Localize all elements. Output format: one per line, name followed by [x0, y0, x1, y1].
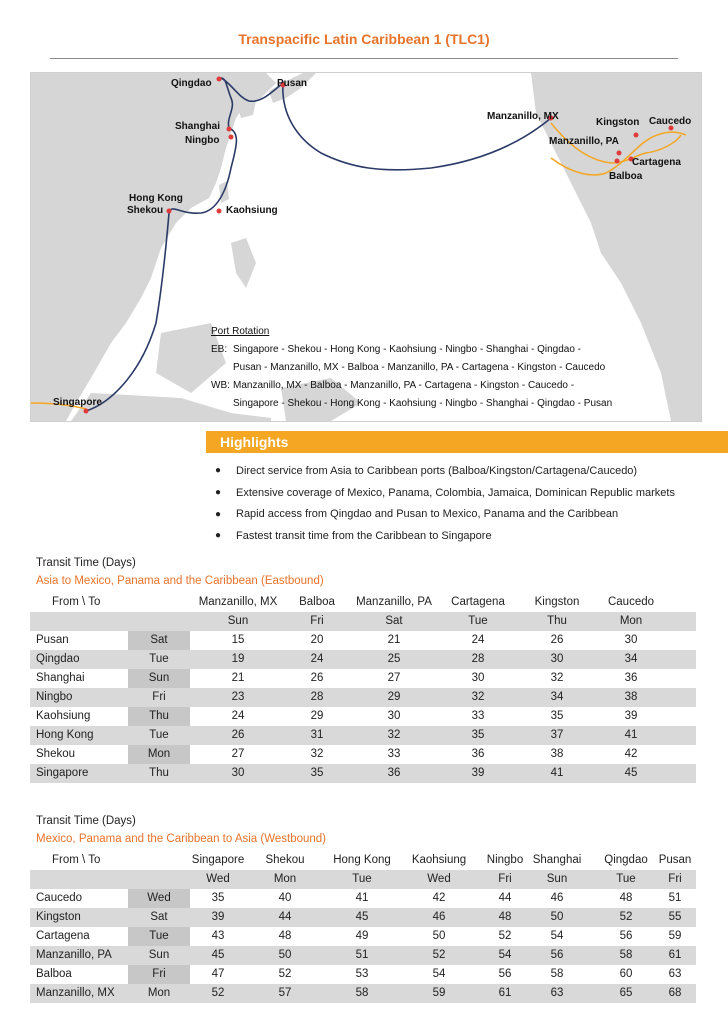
port-dot-ningbo: [229, 135, 234, 140]
departure-day: Fri: [152, 691, 166, 703]
transit-days: 32: [310, 748, 324, 760]
transit-days: 60: [619, 968, 633, 980]
port-dot-singapore: [84, 409, 89, 414]
table-row: [30, 688, 696, 707]
transit-days: 44: [498, 892, 512, 904]
transit-days: 30: [471, 672, 485, 684]
transit-days: 46: [432, 911, 446, 923]
title-divider: [50, 58, 678, 59]
departure-day: Thu: [149, 767, 169, 779]
highlights-list: [215, 460, 675, 547]
transit-days: 52: [432, 949, 446, 961]
origin-port: Qingdao: [36, 653, 80, 665]
port-label-kaohsiung: Kaohsiung: [226, 205, 278, 216]
highlight-item: ● Fastest transit time from the Caribbean to Singapore: [215, 529, 492, 542]
destination-header: Kingston: [534, 596, 580, 608]
transit-days: 39: [211, 911, 225, 923]
highlight-item: ● Rapid access from Qingdao and Pusan to Mexico, Panama and the Caribbean: [215, 508, 619, 521]
transit-days: 30: [550, 653, 564, 665]
transit-days: 35: [550, 710, 564, 722]
transit-days: 24: [310, 653, 324, 665]
destination-header: Ningbo: [486, 854, 524, 866]
transit-days: 53: [355, 968, 369, 980]
eastbound-subtitle: Asia to Mexico, Panama and the Caribbean (Eastbound): [36, 575, 324, 587]
departure-day: Tue: [149, 653, 169, 665]
origin-port: Kaohsiung: [36, 710, 91, 722]
table-row: [30, 669, 696, 688]
port-label-pusan: Pusan: [277, 78, 308, 89]
origin-port: Manzanillo, PA: [36, 949, 112, 961]
arrival-day-row: [30, 870, 696, 889]
table-row: [30, 965, 696, 984]
transit-days: 29: [387, 691, 401, 703]
transit-days: 15: [231, 634, 245, 646]
origin-port: Ningbo: [36, 691, 73, 703]
origin-port: Shanghai: [36, 672, 85, 684]
destination-header: Shekou: [265, 854, 305, 866]
transit-days: 36: [624, 672, 638, 684]
transit-days: 38: [624, 691, 638, 703]
table-row: [30, 946, 696, 965]
transit-days: 36: [471, 748, 485, 760]
transit-days: 54: [498, 949, 512, 961]
table-row: [30, 889, 696, 908]
transit-days: 34: [624, 653, 638, 665]
transit-days: 50: [278, 949, 292, 961]
transit-days: 50: [550, 911, 564, 923]
transit-days: 23: [231, 691, 245, 703]
bullet-icon: ●: [215, 465, 222, 477]
transit-days: 59: [668, 930, 682, 942]
arrival-day: Sun: [546, 873, 568, 885]
port-dot-manzanillo-pa: [617, 151, 622, 156]
transit-days: 45: [624, 767, 638, 779]
transit-days: 48: [498, 911, 512, 923]
transit-days: 26: [550, 634, 564, 646]
transit-days: 27: [387, 672, 401, 684]
arrival-day: Mon: [273, 873, 297, 885]
destination-header: Manzanillo, MX: [198, 596, 278, 608]
table-row: [30, 726, 696, 745]
port-dot-shanghai: [227, 127, 232, 132]
from-to-header: From \ To: [52, 596, 101, 608]
transit-days: 21: [231, 672, 245, 684]
transit-days: 39: [624, 710, 638, 722]
eastbound-table: [30, 593, 696, 783]
transit-days: 45: [211, 949, 225, 961]
westbound-subtitle: Mexico, Panama and the Caribbean to Asia (Westbound): [36, 833, 327, 845]
table-row: [30, 631, 696, 650]
destination-header: Qingdao: [604, 854, 648, 866]
origin-port: Pusan: [36, 634, 69, 646]
eastbound-label: Transit Time (Days): [36, 557, 136, 569]
transit-days: 58: [355, 987, 369, 999]
port-label-qingdao: Qingdao: [171, 78, 212, 89]
transit-days: 42: [624, 748, 638, 760]
port-label-manzanillo-pa: Manzanillo, PA: [549, 136, 619, 147]
departure-day: Sun: [148, 949, 170, 961]
port-rotation-heading: Port Rotation: [211, 326, 270, 337]
transit-days: 56: [619, 930, 633, 942]
departure-day: Wed: [147, 892, 171, 904]
bullet-icon: ●: [215, 487, 222, 499]
arrival-day: Sun: [227, 615, 249, 627]
transit-days: 35: [310, 767, 324, 779]
transit-days: 25: [387, 653, 401, 665]
transit-days: 28: [310, 691, 324, 703]
transit-days: 68: [668, 987, 682, 999]
port-rotation: [211, 323, 612, 413]
from-to-header: From \ To: [52, 854, 101, 866]
transit-days: 32: [387, 729, 401, 741]
port-dot-kaohsiung: [217, 209, 222, 214]
arrival-day: Fri: [310, 615, 324, 627]
transit-days: 48: [619, 892, 633, 904]
transit-days: 65: [619, 987, 633, 999]
transit-days: 52: [498, 930, 512, 942]
transit-days: 26: [231, 729, 245, 741]
departure-day: Sun: [148, 672, 170, 684]
transit-days: 56: [498, 968, 512, 980]
transit-days: 45: [355, 911, 369, 923]
table-row: [30, 908, 696, 927]
origin-port: Caucedo: [36, 892, 83, 904]
port-label-caucedo: Caucedo: [649, 116, 692, 127]
transit-days: 46: [550, 892, 564, 904]
port-label-hongkong: Hong Kong: [129, 193, 183, 204]
departure-day: Thu: [149, 710, 169, 722]
transit-days: 37: [550, 729, 564, 741]
transit-days: 49: [355, 930, 369, 942]
transit-days: 40: [278, 892, 292, 904]
wb-rotation-line1: Manzanillo, MX - Balboa - Manzanillo, PA - Cartagena - Kingston - Caucedo -: [233, 380, 575, 391]
departure-day: Mon: [147, 748, 171, 760]
eb-label: EB:: [211, 344, 228, 355]
arrival-day: Tue: [616, 873, 636, 885]
arrival-day: Thu: [547, 615, 567, 627]
transit-days: 44: [278, 911, 292, 923]
table-row: [30, 745, 696, 764]
transit-days: 41: [550, 767, 564, 779]
arrival-day: Fri: [668, 873, 682, 885]
philippines-landmass: [231, 238, 256, 288]
destination-header: Balboa: [299, 596, 335, 608]
departure-day: Sat: [150, 911, 168, 923]
transit-days: 29: [310, 710, 324, 722]
transit-days: 28: [471, 653, 485, 665]
destination-header: Cartagena: [451, 596, 505, 608]
transit-days: 30: [387, 710, 401, 722]
table-header-row: [30, 593, 696, 612]
destination-header: Hong Kong: [333, 854, 391, 866]
transit-days: 52: [278, 968, 292, 980]
origin-port: Cartagena: [36, 930, 90, 942]
transit-days: 48: [278, 930, 292, 942]
transit-days: 33: [387, 748, 401, 760]
arrival-day: Sat: [385, 615, 403, 627]
origin-port: Manzanillo, MX: [36, 987, 115, 999]
highlight-item: ● Extensive coverage of Mexico, Panama, Colombia, Jamaica, Dominican Republic markets: [215, 486, 675, 499]
port-label-shanghai: Shanghai: [175, 121, 221, 132]
origin-port: Singapore: [36, 767, 89, 779]
origin-port: Hong Kong: [36, 729, 94, 741]
transit-days: 58: [550, 968, 564, 980]
transit-days: 24: [231, 710, 245, 722]
port-label-manzanillo-mx: Manzanillo, MX: [487, 111, 559, 122]
table-row: [30, 707, 696, 726]
transit-days: 51: [355, 949, 369, 961]
transit-days: 19: [231, 653, 245, 665]
departure-day: Tue: [149, 930, 169, 942]
transit-days: 43: [211, 930, 225, 942]
port-dot-hongkong: [167, 209, 172, 214]
transit-days: 54: [432, 968, 446, 980]
destination-header: Caucedo: [607, 596, 655, 608]
departure-day: Tue: [149, 729, 169, 741]
route-map: [30, 72, 702, 422]
wb-label: WB:: [211, 380, 230, 391]
transit-days: 41: [624, 729, 638, 741]
transit-days: 55: [668, 911, 682, 923]
transit-days: 30: [624, 634, 638, 646]
transit-days: 57: [278, 987, 292, 999]
transit-days: 33: [471, 710, 485, 722]
westbound-table: [30, 851, 696, 1003]
transit-days: 41: [355, 892, 369, 904]
origin-port: Shekou: [36, 748, 76, 760]
transit-days: 24: [471, 634, 485, 646]
port-label-kingston: Kingston: [596, 117, 640, 128]
transit-days: 59: [432, 987, 446, 999]
table-row: [30, 650, 696, 669]
arrival-day: Wed: [427, 873, 451, 885]
transit-days: 21: [387, 634, 401, 646]
arrival-day: Tue: [352, 873, 372, 885]
transit-days: 20: [310, 634, 324, 646]
port-label-shekou: Shekou: [127, 205, 164, 216]
transit-days: 61: [498, 987, 512, 999]
port-label-singapore: Singapore: [53, 397, 102, 408]
table-header-row: [30, 851, 696, 870]
transit-days: 47: [211, 968, 225, 980]
transit-days: 63: [550, 987, 564, 999]
transit-days: 35: [471, 729, 485, 741]
transit-days: 56: [550, 949, 564, 961]
departure-day: Mon: [147, 987, 171, 999]
bullet-icon: ●: [215, 530, 222, 542]
table-row: [30, 984, 696, 1003]
port-label-balboa: Balboa: [609, 171, 643, 182]
transit-days: 52: [211, 987, 225, 999]
transit-days: 50: [432, 930, 446, 942]
destination-header: Kaohsiung: [411, 854, 467, 866]
arrival-day: Tue: [468, 615, 488, 627]
table-row: [30, 927, 696, 946]
destination-header: Pusan: [658, 854, 692, 866]
transit-days: 42: [432, 892, 446, 904]
arrival-day: Fri: [498, 873, 512, 885]
eb-rotation-line1: Singapore - Shekou - Hong Kong - Kaohsiung - Ningbo - Shanghai - Qingdao -: [233, 344, 581, 355]
transit-days: 27: [231, 748, 245, 760]
transit-days: 26: [310, 672, 324, 684]
highlight-item: ● Direct service from Asia to Caribbean ports (Balboa/Kingston/Cartagena/Caucedo): [215, 464, 638, 477]
table-row: [30, 764, 696, 783]
transit-days: 32: [471, 691, 485, 703]
origin-port: Balboa: [36, 968, 72, 980]
destination-header: Manzanillo, PA: [356, 596, 432, 608]
highlights-banner: [206, 431, 728, 453]
departure-day: Sat: [150, 634, 168, 646]
wb-rotation-line2: Singapore - Shekou - Hong Kong - Kaohsiung - Ningbo - Shanghai - Qingdao - Pusan: [233, 398, 613, 409]
port-dot-balboa: [615, 159, 620, 164]
transit-days: 58: [619, 949, 633, 961]
transit-days: 34: [550, 691, 564, 703]
departure-day: Fri: [152, 968, 166, 980]
destination-header: Singapore: [191, 854, 245, 866]
transit-days: 38: [550, 748, 564, 760]
transit-days: 31: [310, 729, 324, 741]
arrival-day-row: [30, 612, 696, 631]
highlights-heading: Highlights: [220, 434, 289, 450]
page-title: Transpacific Latin Caribbean 1 (TLC1): [238, 31, 490, 47]
bullet-icon: ●: [215, 508, 222, 520]
port-label-cartagena: Cartagena: [632, 157, 681, 168]
transit-days: 61: [668, 949, 682, 961]
transit-days: 30: [231, 767, 245, 779]
arrival-day: Mon: [619, 615, 643, 627]
eb-rotation-line2: Pusan - Manzanillo, MX - Balboa - Manzanillo, PA - Cartagena - Kingston - Caucedo: [233, 362, 606, 373]
transit-days: 32: [550, 672, 564, 684]
westbound-label: Transit Time (Days): [36, 815, 136, 827]
transit-days: 54: [550, 930, 564, 942]
port-label-ningbo: Ningbo: [185, 135, 220, 146]
port-dot-kingston: [634, 133, 639, 138]
arrival-day: Wed: [206, 873, 230, 885]
transit-days: 52: [619, 911, 633, 923]
transit-days: 35: [211, 892, 225, 904]
transit-days: 39: [471, 767, 485, 779]
transit-days: 63: [668, 968, 682, 980]
destination-header: Shanghai: [532, 854, 582, 866]
transit-days: 36: [387, 767, 401, 779]
port-dot-qingdao: [217, 77, 222, 82]
origin-port: Kingston: [36, 911, 81, 923]
transit-days: 51: [668, 892, 682, 904]
